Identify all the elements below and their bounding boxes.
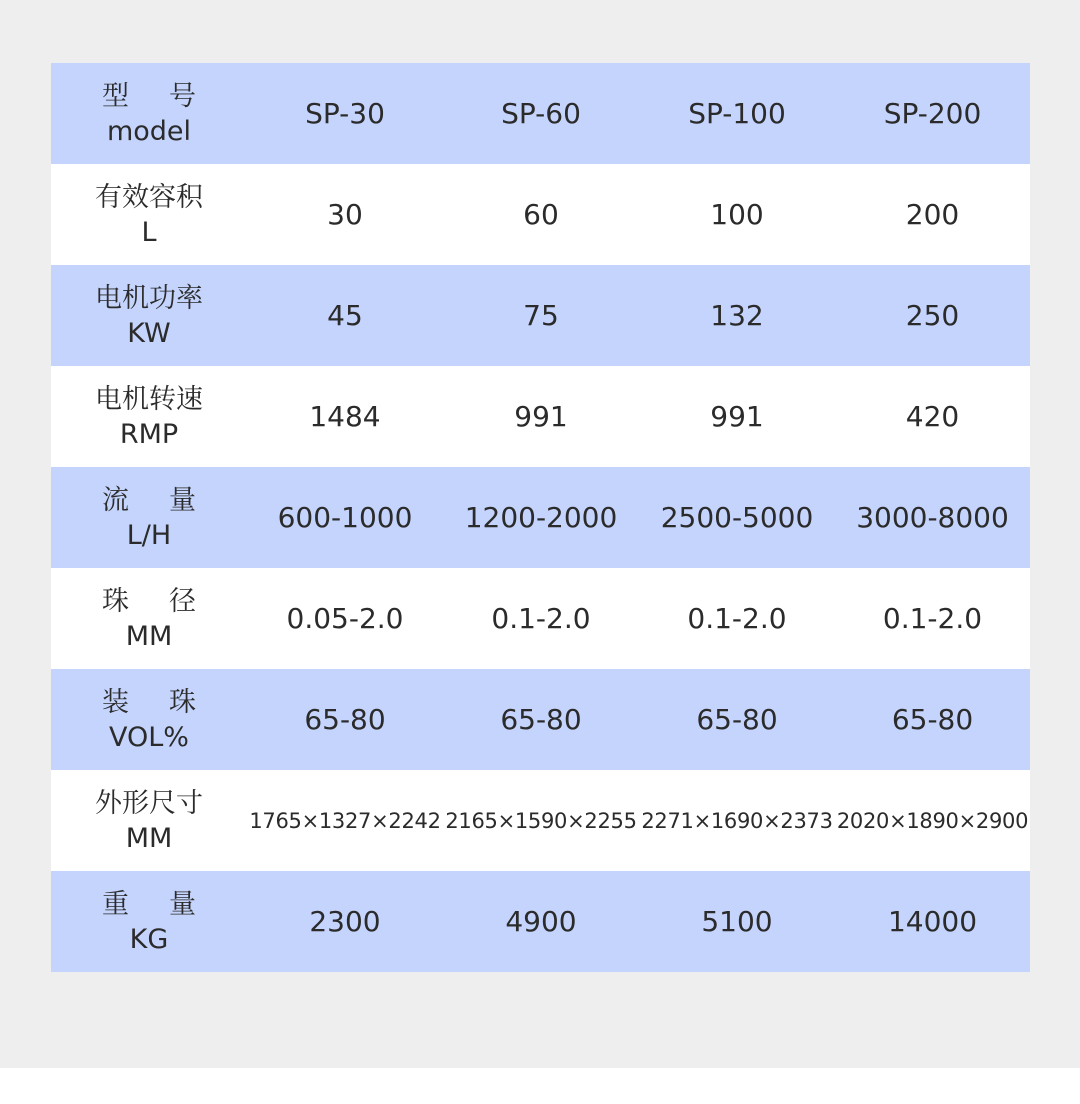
row-label-cn: 电机转速: [95, 383, 203, 415]
row-label-en: L/H: [126, 519, 172, 551]
table-cell: 4900: [505, 905, 577, 938]
model-header-cell: SP-60: [501, 97, 581, 130]
table-row: [51, 467, 1030, 568]
table-cell: 100: [710, 198, 764, 231]
table-cell: 132: [710, 299, 764, 332]
table-cell: 14000: [887, 905, 978, 938]
table-row: [51, 568, 1030, 669]
table-cell: 991: [710, 400, 764, 433]
table-cell: 3000-8000: [856, 501, 1009, 534]
row-label-cn: 流量: [102, 484, 236, 516]
table-row: [51, 669, 1030, 770]
table-cell: 0.1-2.0: [687, 602, 787, 635]
table-header-row: [51, 63, 1030, 164]
table-cell: 45: [327, 299, 363, 332]
table-cell: 420: [905, 400, 960, 433]
table-cell: 5100: [701, 905, 773, 938]
row-label-cn: 电机功率: [95, 282, 203, 314]
row-label: [51, 669, 247, 770]
model-header-cell: SP-100: [688, 97, 786, 130]
table-row: [51, 770, 1030, 871]
table-cell: 1484: [309, 400, 381, 433]
table-cell: 2020×1890×2900: [836, 808, 1029, 833]
table-row: [51, 366, 1030, 467]
table-row: [51, 164, 1030, 265]
row-label: [51, 63, 247, 164]
row-label-cn: 有效容积: [95, 181, 203, 213]
table-cell: 2300: [309, 905, 381, 938]
table-cell: 75: [523, 299, 559, 332]
row-label: [51, 265, 247, 366]
row-label-cn: 装珠: [102, 686, 236, 718]
model-header-cell: SP-30: [305, 97, 385, 130]
row-label-en: VOL%: [109, 721, 189, 753]
table-cell: 200: [905, 198, 960, 231]
table-cell: 1200-2000: [464, 501, 618, 534]
row-label: [51, 568, 247, 669]
row-label: [51, 871, 247, 972]
table-cell: 0.1-2.0: [882, 602, 983, 635]
row-label: [51, 164, 247, 265]
table-cell: 600-1000: [277, 501, 413, 534]
row-label: [51, 770, 247, 871]
table-cell: 2500-5000: [660, 501, 814, 534]
table-cell: 30: [327, 198, 363, 231]
table-cell: 2165×1590×2255: [445, 808, 637, 833]
row-label-en: MM: [125, 620, 173, 652]
spec-table: [51, 63, 1030, 972]
row-label-en: model: [106, 115, 192, 147]
row-label-cn: 型号: [102, 80, 236, 112]
table-cell: 1765×1327×2242: [249, 808, 441, 833]
row-label-cn: 珠径: [102, 585, 236, 617]
model-header-cell: SP-200: [883, 97, 982, 130]
table-cell: 60: [523, 198, 559, 231]
table-cell: 0.1-2.0: [491, 602, 591, 635]
row-label-en: MM: [125, 822, 173, 854]
row-label: [51, 467, 247, 568]
table-cell: 65-80: [500, 703, 582, 736]
table-cell: 991: [514, 400, 568, 433]
row-label-en: RMP: [119, 418, 179, 450]
table-row: [51, 265, 1030, 366]
row-label-cn: 外形尺寸: [95, 787, 203, 819]
table-row: [51, 871, 1030, 972]
table-cell: 250: [905, 299, 960, 332]
row-label-cn: 重量: [102, 888, 236, 920]
row-label-en: KW: [127, 317, 171, 349]
table-cell: 65-80: [696, 703, 778, 736]
row-label: [51, 366, 247, 467]
table-cell: 0.05-2.0: [286, 602, 404, 635]
row-label-en: KG: [129, 923, 169, 955]
row-label-en: L: [141, 216, 157, 248]
table-cell: 2271×1690×2373: [641, 808, 833, 833]
table-cell: 65-80: [891, 703, 974, 736]
table-cell: 65-80: [304, 703, 386, 736]
